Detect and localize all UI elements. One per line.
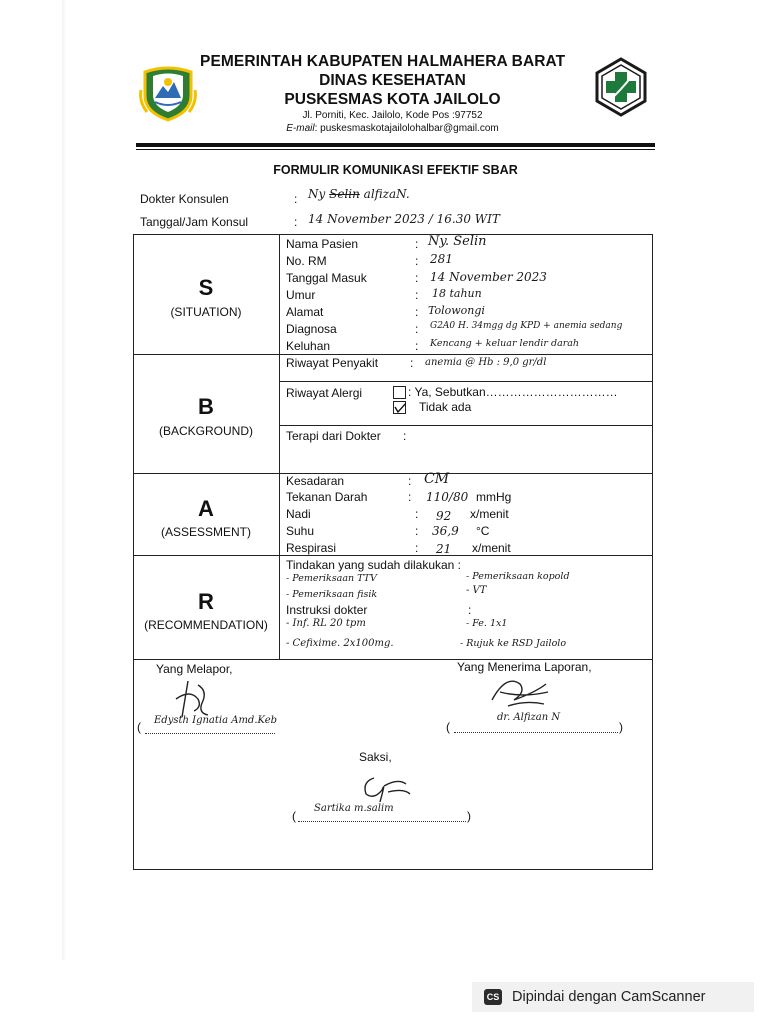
section-b-name: (BACKGROUND) [158,424,253,438]
instruksi-item: - Fe. 1x1 [466,618,508,629]
dokter-konsulen-label: Dokter Konsulen [140,192,229,206]
field-value: 110/80 [426,490,469,504]
colon: : [403,429,407,443]
alergi-ya-label: : Ya, Sebutkan…………………………… [408,385,618,399]
table-divider [279,234,280,660]
colon: : [415,237,419,251]
check-mark-icon [393,401,406,414]
instruksi-item: - Cefixime. 2x100mg. [286,638,394,649]
colon: : [415,524,419,538]
field-label: Nama Pasien [286,237,359,251]
tindakan-item: - Pemeriksaan TTV [286,573,377,584]
field-label: Tanggal Masuk [286,271,367,285]
instruksi-label: Instruksi dokter [286,603,368,617]
email-value: : puskesmaskotajailolohalbar@gmail.com [314,123,499,134]
header-rule-thin [136,149,655,150]
colon: : [294,192,298,206]
field-label: Keluhan [286,339,331,353]
saksi-label: Saksi, [359,750,392,764]
riwayat-penyakit-value: anemia @ Hb : 9,0 gr/dl [425,357,547,368]
colon: : [415,288,419,302]
section-r-name: (RECOMMENDATION) [144,618,268,632]
saksi-close-paren: ) [467,809,471,823]
saksi-dotted-line [298,821,466,822]
colon: : [415,271,419,285]
field-unit: °C [476,524,490,538]
colon: : [415,305,419,319]
tanggal-jam-label: Tanggal/Jam Konsul [140,215,249,229]
alergi-tidak-label: Tidak ada [419,400,472,414]
dokter-konsulen-prefix: Ny [308,187,326,201]
row-divider-b-a [133,473,653,474]
colon: : [415,339,419,353]
tindakan-item: - Pemeriksaan kopold [466,571,570,582]
penerima-signature [486,670,552,717]
dokter-konsulen-struck: Selin [329,187,360,201]
saksi-name: Sartika m.salim [314,803,394,814]
pelapor-open-paren: ( [137,720,141,734]
pelapor-name: Edysth Ignatia Amd.Keb [154,715,278,726]
pelapor-dotted-line [145,733,275,734]
penerima-dotted-line [454,732,618,733]
section-s-letter: S [198,275,214,300]
penerima-close-paren: ) [619,720,623,734]
header-line-1: PEMERINTAH KABUPATEN HALMAHERA BARAT [200,53,566,70]
tindakan-label: Tindakan yang sudah dilakukan : [286,558,462,572]
colon: : [415,541,419,555]
field-value: Ny. Selin [428,234,487,249]
alergi-tidak-checkbox[interactable] [393,401,406,414]
header-line-3: PUSKESMAS KOTA JAILOLO [284,91,501,108]
header-address: Jl. Porniti, Kec. Jailolo, Kode Pos :97752 [302,110,483,121]
instruksi-item: - Rujuk ke RSD Jailolo [460,638,567,649]
field-unit: x/menit [470,507,509,521]
scan-edge-shadow [62,0,66,960]
terapi-label: Terapi dari Dokter [286,429,381,443]
dokter-konsulen-value [308,187,410,201]
header-email [200,123,585,134]
field-value: G2A0 H. 34mgg dg KPD + anemia sedang [430,321,623,331]
camscanner-watermark [472,982,754,1012]
field-label: Suhu [286,524,315,538]
field-label: Diagnosa [286,322,337,336]
field-label: Kesadaran [286,474,345,488]
colon: : [468,603,472,617]
colon: : [294,215,298,229]
colon: : [415,507,419,521]
penerima-open-paren: ( [446,720,450,734]
header-rule-thick [136,143,655,147]
field-value: 281 [430,252,453,266]
field-value: 92 [436,509,452,523]
colon: : [415,254,419,268]
form-title: FORMULIR KOMUNIKASI EFEKTIF SBAR [273,163,518,177]
tindakan-item: - VT [466,585,487,596]
field-label: No. RM [286,254,327,268]
field-value: 14 November 2023 [430,270,547,284]
penerima-label: Yang Menerima Laporan, [457,660,592,674]
field-label: Tekanan Darah [286,490,368,504]
colon: : [410,356,414,370]
section-a-name: (ASSESSMENT) [160,525,251,539]
camscanner-icon: CS [484,989,502,1005]
colon: : [408,490,412,504]
penerima-name: dr. Alfizan N [497,712,561,723]
section-s-name: (SITUATION) [170,305,242,319]
field-value: 21 [436,542,452,556]
instruksi-item: - Inf. RL 20 tpm [286,618,366,629]
row-divider-s-b [133,354,653,355]
section-b-letter: B [198,394,214,419]
colon: : [408,474,412,488]
email-label: E-mail [286,123,315,134]
green-cross-icon [592,56,650,118]
field-value: CM [424,471,450,487]
field-unit: x/menit [472,541,511,555]
pelapor-label: Yang Melapor, [156,662,233,676]
row-divider-a-r [133,555,653,556]
camscanner-text: Dipindai dengan CamScanner [512,989,706,1005]
field-label: Nadi [286,507,311,521]
regency-crest-icon [137,62,199,122]
section-a-letter: A [198,496,214,521]
tanggal-jam-value: 14 November 2023 / 16.30 WIT [308,212,500,226]
riwayat-alergi-label: Riwayat Alergi [286,386,363,400]
row-divider-b1 [279,381,653,382]
saksi-open-paren: ( [292,809,296,823]
colon: : [415,322,419,336]
field-unit: mmHg [476,490,512,504]
field-value: Kencang + keluar lendir darah [430,338,580,349]
field-value: 18 tahun [432,287,482,300]
field-value: 36,9 [432,524,459,538]
riwayat-penyakit-label: Riwayat Penyakit [286,356,379,370]
field-label: Umur [286,288,316,302]
header-line-2: DINAS KESEHATAN [319,72,466,89]
dokter-konsulen-name: alfizaN. [363,187,410,201]
field-label: Respirasi [286,541,337,555]
tindakan-item: - Pemeriksaan fisik [286,589,378,600]
section-r-letter: R [198,589,214,614]
row-divider-b2 [279,425,653,426]
field-label: Alamat [286,305,324,319]
alergi-ya-checkbox[interactable] [393,386,406,399]
field-value: Tolowongi [428,304,485,317]
